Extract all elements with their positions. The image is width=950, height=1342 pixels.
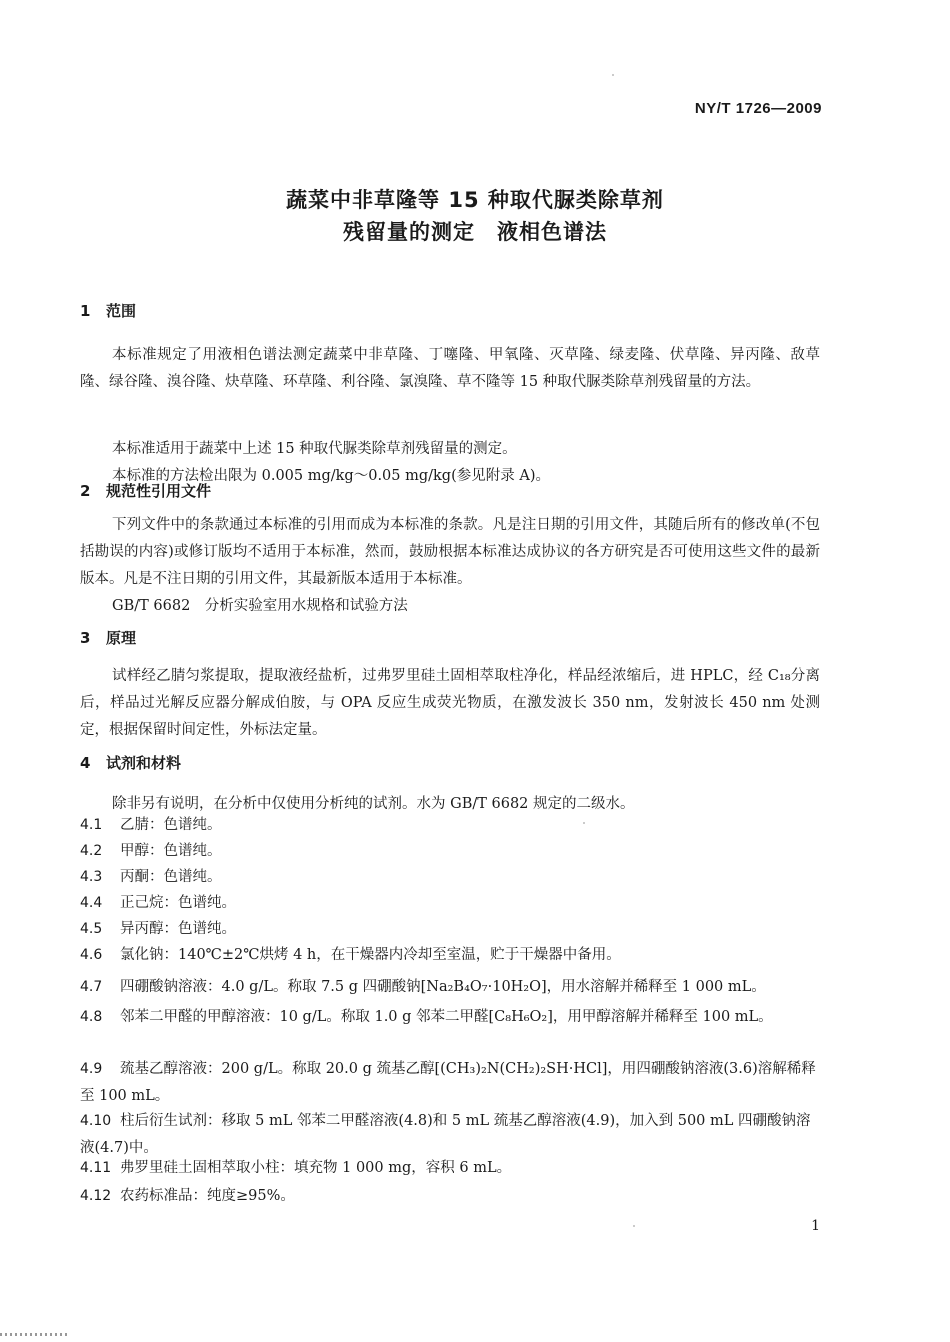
item-number: 4.5 bbox=[80, 921, 103, 937]
item-text: 乙腈：色谱纯。 bbox=[120, 817, 222, 833]
reagent-item bbox=[80, 1056, 820, 1110]
reagent-item bbox=[80, 1155, 820, 1182]
item-number: 4.11 bbox=[80, 1160, 112, 1176]
item-number: 4.1 bbox=[80, 817, 103, 833]
item-number: 4.8 bbox=[80, 1009, 103, 1025]
item-text: 丙酮：色谱纯。 bbox=[120, 869, 222, 885]
scan-edge-dots bbox=[0, 1333, 70, 1336]
standard-code: NY/T 1726—2009 bbox=[694, 100, 822, 117]
section-number: 3 bbox=[80, 629, 91, 647]
refs-paragraph-1: 下列文件中的条款通过本标准的引用而成为本标准的条款。凡是注日期的引用文件，其随后所有的修改单(不包括勘误的内容)或修订版均不适用于本标准，然而，鼓励根据本标准达成协议的各方研究是否可使用这些文件的最新版本。凡是不注日期的引用文件，其最新版本适用于本标准。 bbox=[80, 517, 820, 587]
section-title: 试剂和材料 bbox=[106, 754, 182, 772]
reagent-item bbox=[80, 916, 820, 943]
item-number: 4.10 bbox=[80, 1113, 112, 1129]
refs-paragraph-2: GB/T 6682 分析实验室用水规格和试验方法 bbox=[112, 598, 408, 614]
reagent-item bbox=[80, 864, 820, 891]
scan-speck bbox=[633, 1225, 635, 1227]
reagent-item bbox=[80, 838, 820, 865]
item-number: 4.9 bbox=[80, 1061, 103, 1077]
section-2-heading bbox=[80, 480, 211, 501]
reagent-item bbox=[80, 1183, 820, 1210]
reagent-item bbox=[80, 942, 820, 969]
title-line-2: 残留量的测定 液相色谱法 bbox=[343, 220, 607, 244]
reagent-item bbox=[80, 812, 820, 839]
scope-paragraph-3: 本标准的方法检出限为 0.005 mg/kg～0.05 mg/kg(参见附录 A)。 bbox=[112, 468, 550, 484]
item-text: 弗罗里硅土固相萃取小柱：填充物 1 000 mg，容积 6 mL。 bbox=[120, 1160, 512, 1176]
principle-paragraph: 试样经乙腈匀浆提取，提取液经盐析，过弗罗里硅土固相萃取柱净化，样品经浓缩后，进 HPLC，经 C₁₈分离后，样品过光解反应器分解成伯胺，与 OPA 反应生成荧光物质，在激发波长 350 nm，发射波长 450 nm 处测定，根据保留时间定性，外标法定量。 bbox=[80, 668, 820, 738]
scan-speck bbox=[583, 822, 585, 824]
section-4-heading bbox=[80, 752, 181, 773]
item-number: 4.2 bbox=[80, 843, 103, 859]
title-line-1: 蔬菜中非草隆等 15 种取代脲类除草剂 bbox=[286, 188, 664, 212]
item-number: 4.6 bbox=[80, 947, 103, 963]
reagent-item bbox=[80, 890, 820, 917]
item-number: 4.3 bbox=[80, 869, 103, 885]
scope-paragraph-2: 本标准适用于蔬菜中上述 15 种取代脲类除草剂残留量的测定。 bbox=[112, 441, 517, 457]
reagent-item bbox=[80, 974, 820, 1001]
item-text: 巯基乙醇溶液：200 g/L。称取 20.0 g 巯基乙醇[(CH₃)₂N(CH₂)₂SH·HCl]，用四硼酸钠溶液(3.6)溶解稀释至 100 mL。 bbox=[80, 1061, 816, 1104]
section-title: 范围 bbox=[106, 302, 137, 320]
section-number: 2 bbox=[80, 482, 91, 500]
section-title: 原理 bbox=[106, 629, 137, 647]
item-text: 甲醇：色谱纯。 bbox=[120, 843, 222, 859]
section-3-heading bbox=[80, 627, 136, 648]
item-number: 4.12 bbox=[80, 1188, 112, 1204]
item-number: 4.4 bbox=[80, 895, 103, 911]
item-text: 氯化钠：140℃±2℃烘烤 4 h，在干燥器内冷却至室温，贮于干燥器中备用。 bbox=[120, 947, 621, 963]
item-text: 四硼酸钠溶液：4.0 g/L。称取 7.5 g 四硼酸钠[Na₂B₄O₇·10H₂O]，用水溶解并稀释至 1 000 mL。 bbox=[120, 979, 766, 995]
reagents-intro: 除非另有说明，在分析中仅使用分析纯的试剂。水为 GB/T 6682 规定的二级水。 bbox=[112, 796, 635, 812]
section-title: 规范性引用文件 bbox=[106, 482, 212, 500]
reagent-item bbox=[80, 1004, 820, 1031]
section-number: 1 bbox=[80, 302, 91, 320]
section-1-heading bbox=[80, 300, 136, 321]
section-number: 4 bbox=[80, 754, 91, 772]
item-text: 邻苯二甲醛的甲醇溶液：10 g/L。称取 1.0 g 邻苯二甲醛[C₈H₆O₂]，用甲醇溶解并稀释至 100 mL。 bbox=[120, 1009, 773, 1025]
item-number: 4.7 bbox=[80, 979, 103, 995]
item-text: 正己烷：色谱纯。 bbox=[120, 895, 236, 911]
page-number: 1 bbox=[811, 1218, 820, 1234]
item-text: 柱后衍生试剂：移取 5 mL 邻苯二甲醛溶液(4.8)和 5 mL 巯基乙醇溶液(4.9)，加入到 500 mL 四硼酸钠溶液(4.7)中。 bbox=[80, 1113, 811, 1156]
reagent-item bbox=[80, 1108, 820, 1162]
scan-speck bbox=[612, 74, 614, 76]
scope-paragraph-1: 本标准规定了用液相色谱法测定蔬菜中非草隆、丁噻隆、甲氧隆、灭草隆、绿麦隆、伏草隆、异丙隆、敌草隆、绿谷隆、溴谷隆、炔草隆、环草隆、利谷隆、氯溴隆、草不隆等 15 种取代脲类除草剂残留量的方法。 bbox=[80, 347, 820, 390]
item-text: 异丙醇：色谱纯。 bbox=[120, 921, 236, 937]
item-text: 农药标准品：纯度≥95%。 bbox=[120, 1188, 295, 1204]
